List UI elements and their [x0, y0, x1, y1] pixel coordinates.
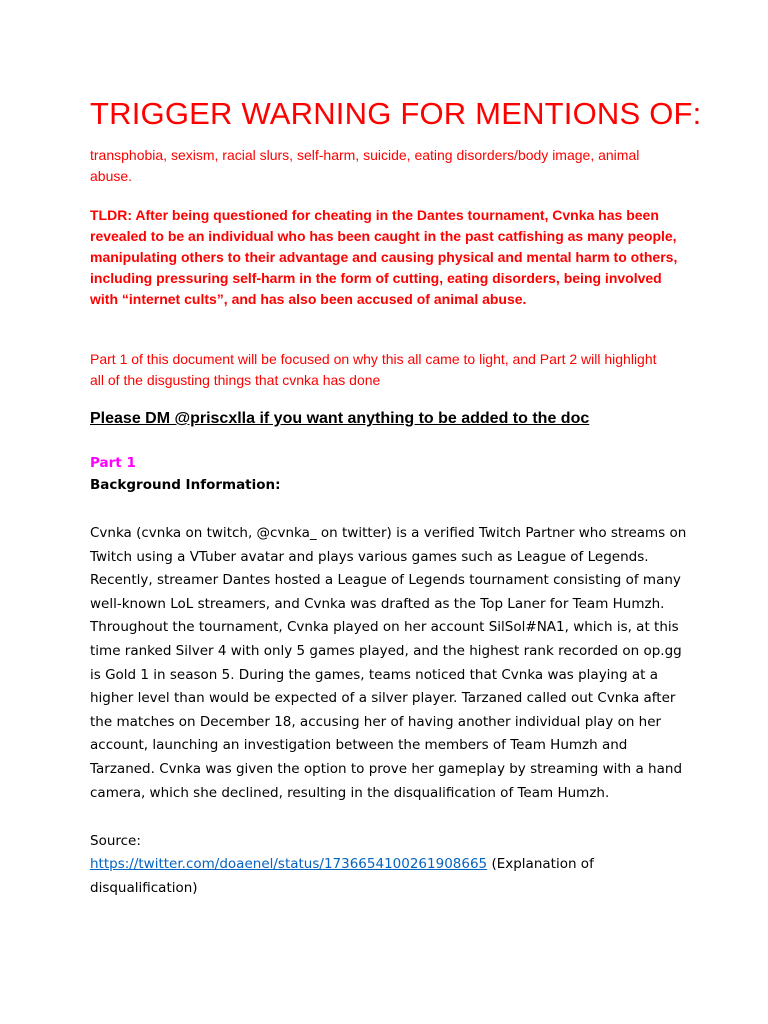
dm-request-note: Please DM @priscxlla if you want anything to be added to the doc	[90, 410, 590, 427]
part-1-title: Part 1	[90, 455, 136, 471]
background-heading: Background Information:	[90, 477, 281, 493]
source-label: Source:	[90, 833, 141, 849]
source-line	[90, 853, 690, 900]
background-paragraph: Cvnka (cvnka on twitch, @cvnka_ on twitter) is a verified Twitch Partner who streams on Twitch using a VTuber avatar and plays various games such as League of Legends. Recently, streamer Dantes hosted a League of Legends tournament consisting of many well-known LoL streamers, and Cvnka was drafted as the Top Laner for Team Humzh. Throughout the tournament, Cvnka played on her account SilSol#NA1, which is, at this time ranked Silver 4 with only 5 games played, and the highest rank recorded on op.gg is Gold 1 in season 5. During the games, teams noticed that Cvnka was playing at a higher level than would be expected of a silver player. Tarzaned called out Cvnka after the matches on December 18, accusing her of having another individual play on her account, launching an investigation between the members of Team Humzh and Tarzaned. Cvnka was given the option to prove her gameplay by streaming with a hand camera, which she declined, resulting in the disqualification of Team Humzh.	[90, 525, 687, 801]
trigger-warning-heading: TRIGGER WARNING FOR MENTIONS OF:	[90, 96, 702, 131]
tldr-paragraph: TLDR: After being questioned for cheating in the Dantes tournament, Cvnka has been revealed to be an individual who has been caught in the past catfishing as many people, manipulating others to their advantage and causing physical and mental harm to others, including pressuring self-harm in the form of cutting, eating disorders, being involved with “internet cults”, and has also been accused of animal abuse.	[90, 207, 678, 307]
source-note: (Explanation of disqualification)	[90, 856, 594, 896]
source-link[interactable]: https://twitter.com/doaenel/status/1736654100261908665	[90, 856, 488, 872]
parts-overview-paragraph: Part 1 of this document will be focused on why this all came to light, and Part 2 will highlight all of the disgusting things that cvnka has done	[90, 351, 657, 388]
trigger-warning-list: transphobia, sexism, racial slurs, self-harm, suicide, eating disorders/body image, animal abuse.	[90, 147, 640, 184]
